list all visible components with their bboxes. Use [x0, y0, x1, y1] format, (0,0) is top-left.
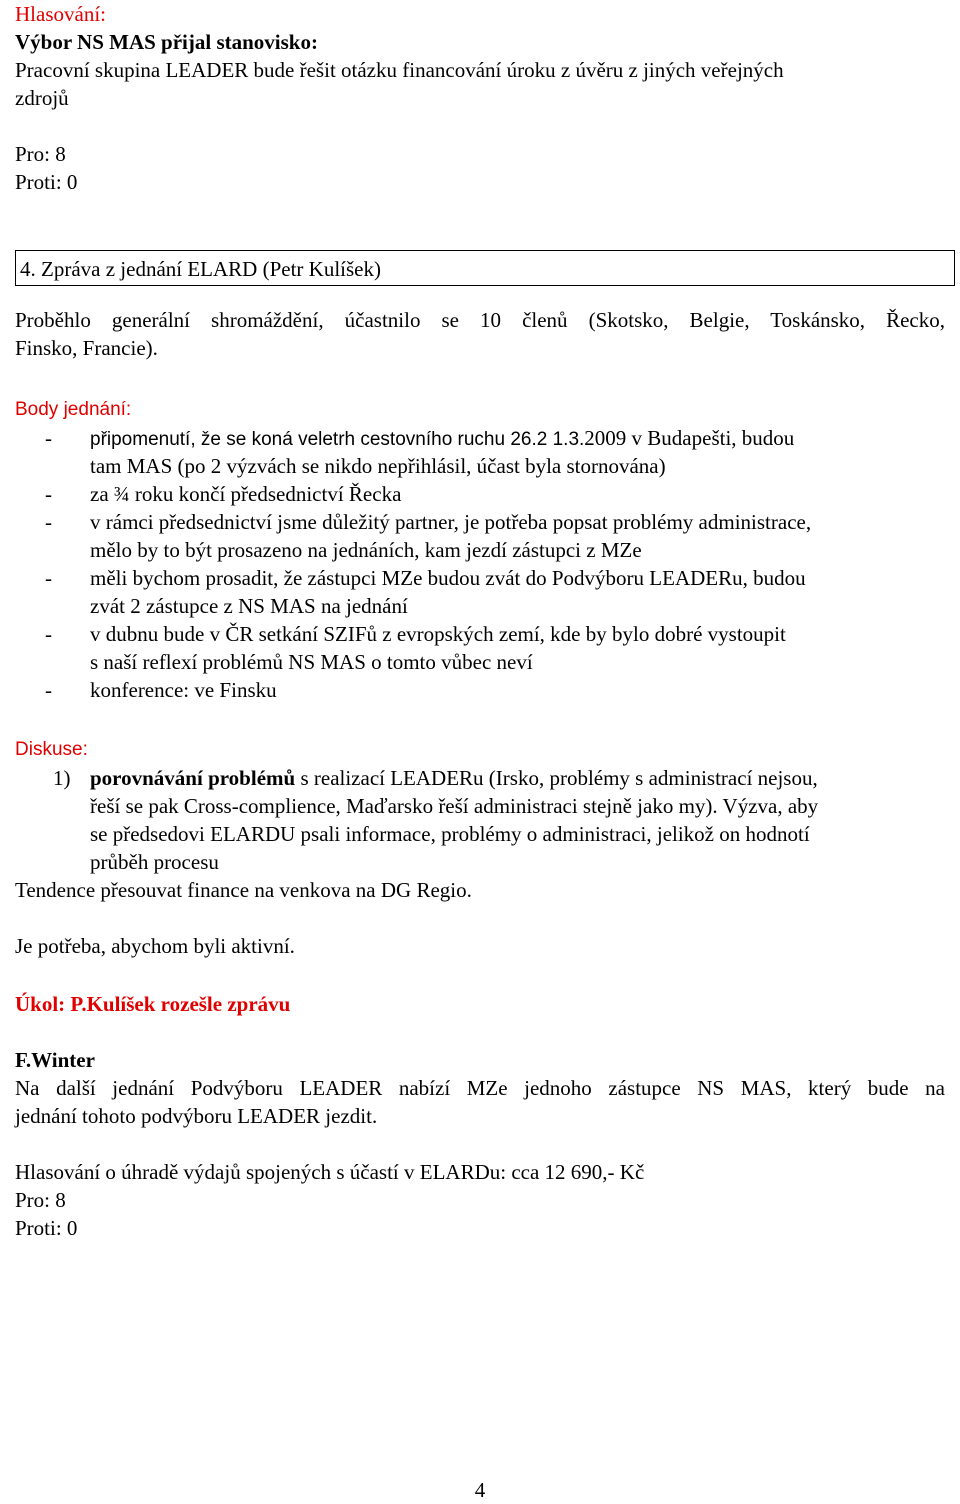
vote2-proti: Proti: 0	[15, 1216, 78, 1240]
bullet-dash: -	[45, 566, 52, 590]
vote2-pro: Pro: 8	[15, 1188, 66, 1212]
winter-text-line1: Na další jednání Podvýboru LEADER nabízí MZe jednoho zástupce NS MAS, který bude na	[15, 1076, 945, 1100]
agenda-item-text: připomenutí, že se koná veletrh cestovního ruchu 26.2 1.3.2009 v Budapešti, budou	[90, 426, 795, 450]
active-text: Je potřeba, abychom byli aktivní.	[15, 934, 295, 958]
page-number: 4	[474, 1478, 486, 1502]
winter-text-line2: jednání tohoto podvýboru LEADER jezdit.	[15, 1104, 378, 1128]
bullet-dash: -	[45, 622, 52, 646]
decision-heading: Výbor NS MAS přijal stanovisko:	[15, 30, 318, 54]
discussion-number: 1)	[53, 766, 71, 790]
decision-text-line1: Pracovní skupina LEADER bude řešit otázku financování úroku z úvěru z jiných veřejných	[15, 58, 784, 82]
bullet-dash: -	[45, 426, 52, 450]
vote-proti: Proti: 0	[15, 170, 78, 194]
discussion-lead: porovnávání problémů	[90, 766, 296, 790]
agenda-heading: Body jednání:	[15, 399, 132, 420]
vote2-text: Hlasování o úhradě výdajů spojených s účastí v ELARDu: cca 12 690,- Kč	[15, 1160, 645, 1184]
tendency-text: Tendence přesouvat finance na venkova na DG Regio.	[15, 878, 472, 902]
bullet-dash: -	[45, 482, 52, 506]
intro-line2: Finsko, Francie).	[15, 336, 158, 360]
winter-heading: F.Winter	[15, 1048, 95, 1072]
task-text: Úkol: P.Kulíšek rozešle zprávu	[15, 992, 291, 1016]
bullet-dash: -	[45, 510, 52, 534]
decision-text-line2: zdrojů	[15, 86, 69, 110]
vote-pro: Pro: 8	[15, 142, 66, 166]
agenda-item	[15, 424, 945, 452]
section-title: 4. Zpráva z jednání ELARD (Petr Kulíšek)	[20, 257, 381, 281]
bullet-dash: -	[45, 678, 52, 702]
discussion-heading: Diskuse:	[15, 739, 88, 760]
section-title-box	[15, 250, 955, 286]
intro-line1: Proběhlo generální shromáždění, účastnilo se 10 členů (Skotsko, Belgie, Toskánsko, Řecko,	[15, 308, 945, 332]
vote-heading: Hlasování:	[15, 2, 106, 26]
